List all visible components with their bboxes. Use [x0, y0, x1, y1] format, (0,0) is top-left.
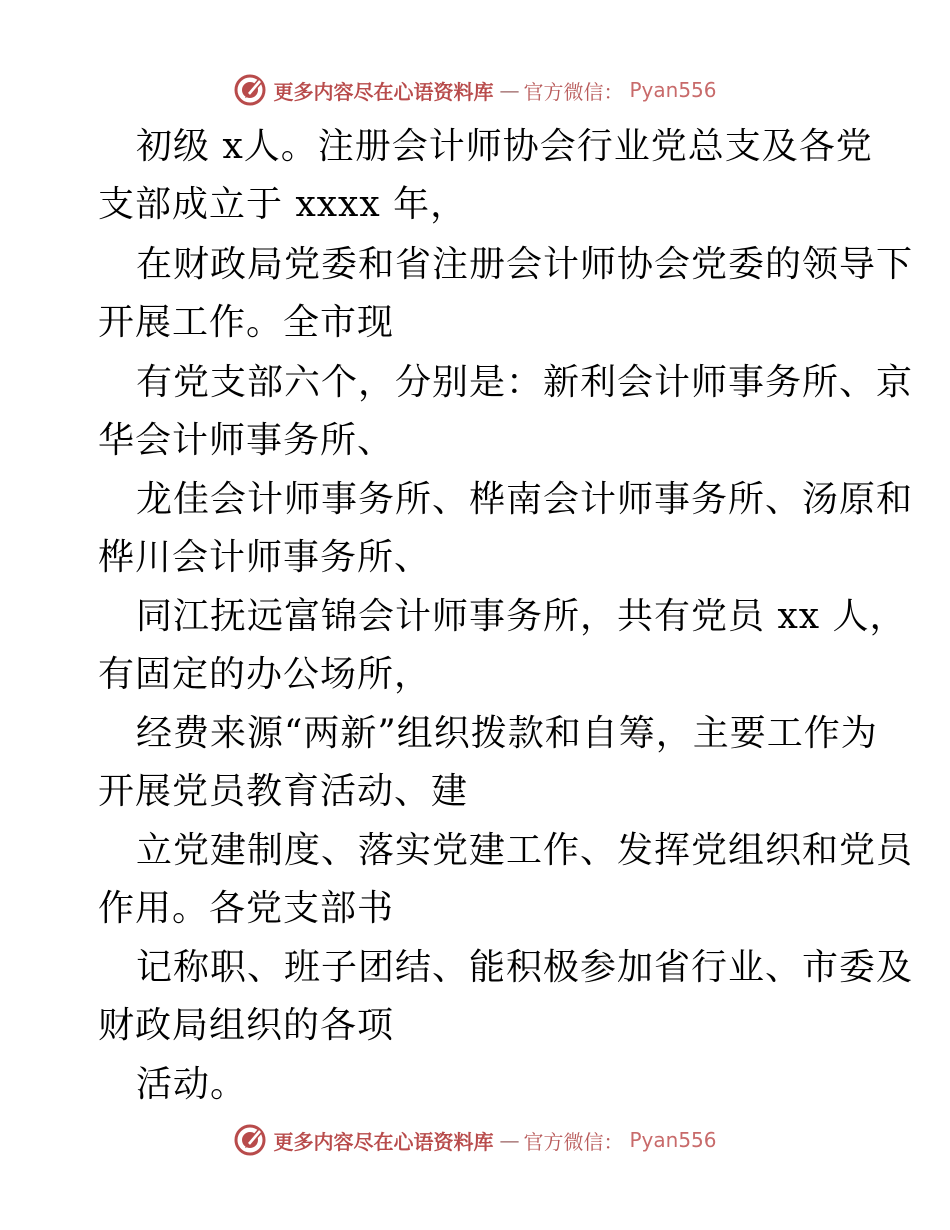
text-line: 有党支部六个，分别是：新利会计师事务所、京	[136, 362, 914, 403]
text-line: 开展党员教育活动、建	[98, 771, 469, 812]
text-line: 龙佳会计师事务所、桦南会计师事务所、汤原和	[136, 479, 914, 520]
text-line: 桦川会计师事务所、	[98, 537, 432, 578]
text-line: 有固定的办公场所，	[98, 654, 432, 695]
watermark-wechat-handle: Pyan556	[629, 78, 717, 102]
watermark-official-label: 官方微信：	[523, 79, 624, 104]
text-line: 立党建制度、落实党建工作、发挥党组织和党员	[136, 830, 914, 871]
text-line: 华会计师事务所、	[98, 420, 395, 461]
text-line: 活动。	[136, 1064, 248, 1105]
watermark-slogan: 更多内容尽在心语资料库	[273, 1129, 494, 1154]
watermark-dash: —	[499, 78, 518, 102]
text-line: 支部成立于 xxxx 年，	[98, 184, 468, 225]
text-line: 同江抚远富锦会计师事务所，共有党员 xx 人，	[136, 596, 907, 637]
watermark-slogan: 更多内容尽在心语资料库	[273, 79, 494, 104]
text-line: 开展工作。全市现	[98, 302, 395, 343]
text-line: 在财政局党委和省注册会计师协会党委的领导下	[136, 244, 914, 285]
footer-watermark	[0, 1120, 950, 1160]
pen-logo-icon	[233, 1123, 267, 1157]
text-line: 初级 x人。注册会计师协会行业党总支及各党	[136, 126, 873, 167]
text-line: 财政局组织的各项	[98, 1005, 395, 1046]
text-line: 经费来源“两新”组织拨款和自筹，主要工作为	[136, 713, 878, 754]
text-line: 作用。各党支部书	[98, 888, 395, 929]
watermark-wechat-handle: Pyan556	[629, 1128, 717, 1152]
watermark-official-label: 官方微信：	[523, 1129, 624, 1154]
text-line: 记称职、班子团结、能积极参加省行业、市委及	[136, 947, 914, 988]
pen-logo-icon	[233, 73, 267, 107]
watermark-dash: —	[499, 1128, 518, 1152]
header-watermark	[0, 70, 950, 110]
